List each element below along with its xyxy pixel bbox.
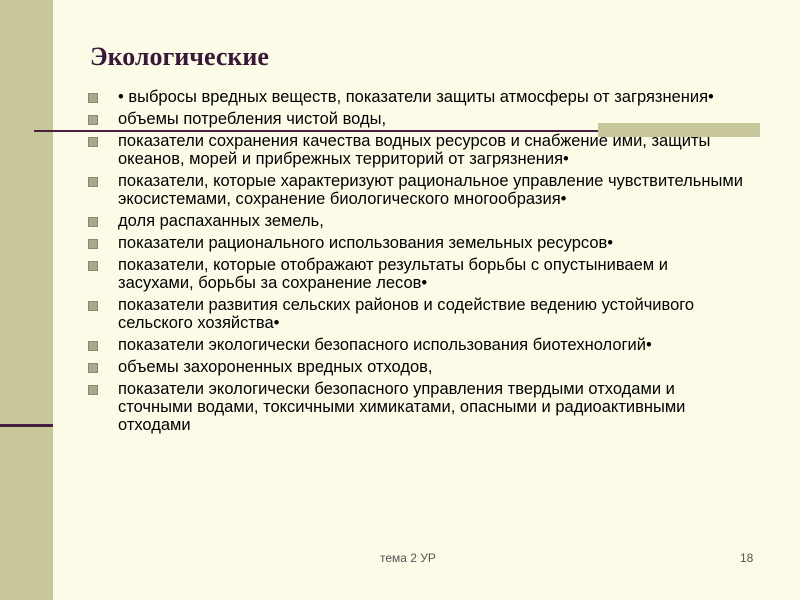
square-bullet-icon <box>88 115 98 125</box>
list-item <box>88 296 748 332</box>
square-bullet-icon <box>88 301 98 311</box>
list-item-text: объемы захороненных вредных отходов, <box>118 358 433 376</box>
square-bullet-icon <box>88 385 98 395</box>
list-item <box>88 380 748 434</box>
list-item-text: показатели экологически безопасного использования биотехнологий• <box>118 336 652 354</box>
square-bullet-icon <box>88 217 98 227</box>
list-item <box>88 358 748 376</box>
square-bullet-icon <box>88 137 98 147</box>
list-item-text: объемы потребления чистой воды, <box>118 110 387 128</box>
list-item <box>88 336 748 354</box>
list-item <box>88 234 748 252</box>
slide-title: Экологические <box>90 42 269 71</box>
page-number: 18 <box>740 551 754 565</box>
square-bullet-icon <box>88 363 98 373</box>
list-item <box>88 110 748 128</box>
square-bullet-icon <box>88 261 98 271</box>
list-item-text: показатели рационального использования земельных ресурсов• <box>118 234 614 252</box>
list-item <box>88 132 748 168</box>
list-item-text: показатели, которые отображают результаты борьбы с опустыниваем и засухами, борьбы за сохранение лесов• <box>118 256 668 292</box>
bullet-list <box>88 88 748 438</box>
list-item-text: доля распаханных земель, <box>118 212 324 230</box>
list-item <box>88 256 748 292</box>
square-bullet-icon <box>88 93 98 103</box>
list-item-text: показатели сохранения качества водных ресурсов и снабжение ими, защиты океанов, морей и прибрежных территорий от загрязнения• <box>118 132 711 168</box>
footer-topic: тема 2 УР <box>380 551 436 565</box>
square-bullet-icon <box>88 341 98 351</box>
square-bullet-icon <box>88 177 98 187</box>
list-item-text: показатели, которые характеризуют рациональное управление чувствительными экосистемами, сохранение биологического многообразия• <box>118 172 743 208</box>
list-item-text: • выбросы вредных веществ, показатели защиты атмосферы от загрязнения• <box>118 88 714 106</box>
list-item <box>88 212 748 230</box>
square-bullet-icon <box>88 239 98 249</box>
list-item <box>88 172 748 208</box>
list-item-text: показатели развития сельских районов и содействие ведению устойчивого сельского хозяйства• <box>118 296 695 332</box>
left-decorative-bar <box>0 0 53 600</box>
list-item-text: показатели экологически безопасного управления твердыми отходами и сточными водами, токсичными химикатами, опасными и радиоактивными отходами <box>118 380 686 434</box>
list-item <box>88 88 748 106</box>
left-bar-divider <box>0 424 53 427</box>
